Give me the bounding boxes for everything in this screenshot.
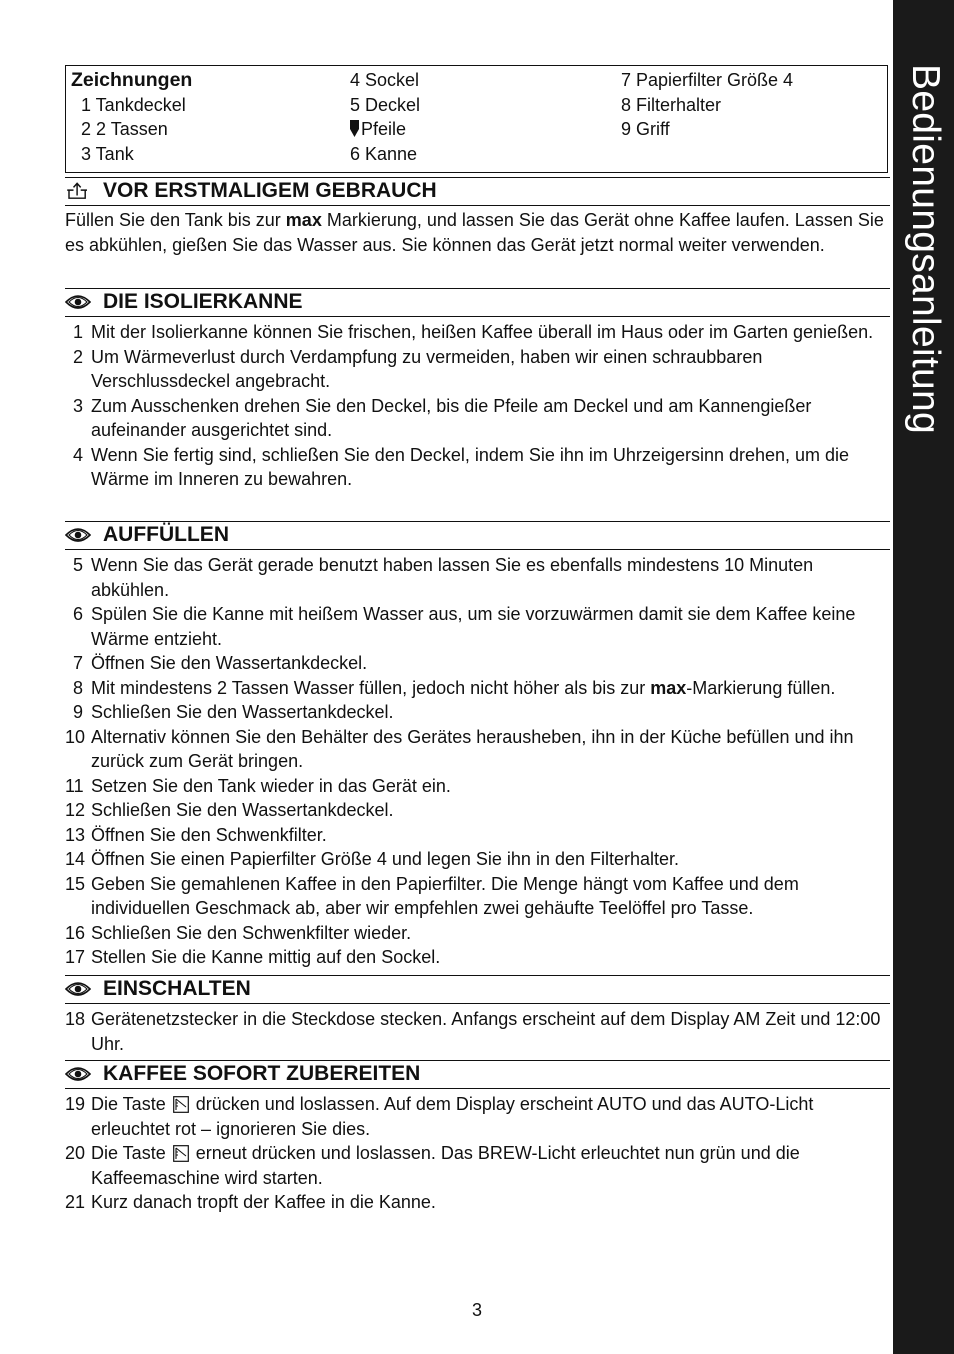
item-text: Wenn Sie das Gerät gerade benutzt haben lassen Sie es ebenfalls mindestens 10 Minuten abkühlen. [91, 555, 814, 600]
auto-button-icon [173, 1145, 189, 1162]
item-text: Zum Ausschenken drehen Sie den Deckel, bis die Pfeile am Deckel und am Kannengießer aufeinander ausgerichtet sind. [91, 395, 812, 440]
item-number: 11 [65, 775, 84, 796]
list-item [65, 553, 891, 602]
list-item [65, 945, 891, 970]
list-item [65, 1092, 891, 1141]
item-number: 3 [72, 395, 83, 416]
item-text [91, 1141, 891, 1190]
legend-item: 9 Griff [621, 119, 670, 139]
section-title: KAFFEE SOFORT ZUBEREITEN [103, 1062, 421, 1085]
list-item [65, 847, 891, 872]
section-title: DIE ISOLIERKANNE [103, 290, 303, 313]
arrow-icon [350, 120, 359, 137]
item-number: 21 [65, 1192, 86, 1212]
item-text: Schließen Sie den Wassertankdeckel. [91, 800, 394, 820]
page-number: 3 [471, 1300, 482, 1320]
item-text: Öffnen Sie einen Papierfilter Größe 4 und legen Sie ihn in den Filterhalter. [91, 849, 680, 869]
item-text: Schließen Sie den Schwenkfilter wieder. [91, 922, 412, 943]
item-number: 15 [65, 873, 86, 894]
item-number: 4 [72, 444, 83, 465]
eye-icon [65, 1065, 91, 1083]
item-text: Mit der Isolierkanne können Sie frischen, heißen Kaffee überall im Haus oder im Garten genießen. [91, 322, 874, 342]
list-item [65, 320, 891, 345]
item-text: Um Wärmeverlust durch Verdampfung zu vermeiden, haben wir einen schraubbaren Verschlussdeckel angebracht. [91, 346, 763, 391]
list-item [65, 345, 891, 394]
list-item [65, 725, 891, 774]
text: Markierung, und lassen Sie das Gerät ohne Kaffee laufen. Lassen Sie es abkühlen, gießen Sie das Wasser aus. Sie können das Gerät jetzt normal weiter verwenden. [65, 210, 884, 255]
item-number: 6 [72, 604, 83, 624]
legend-item: 2 2 Tassen [81, 119, 168, 139]
item-number: 17 [65, 947, 86, 967]
item-text: Kurz danach tropft der Kaffee in die Kanne. [91, 1192, 436, 1212]
item-text [91, 1092, 891, 1141]
item-text: Alternativ können Sie den Behälter des Gerätes herausheben, ihn in der Küche befüllen und ihn zurück zum Gerät bringen. [91, 726, 854, 771]
legend-heading: Zeichnungen [71, 69, 193, 91]
section-header-brew-now [65, 1060, 890, 1089]
text: drücken und loslassen. Auf dem Display erscheint AUTO und das AUTO-Licht erleuchtet rot – ignorieren Sie dies. [91, 1094, 814, 1139]
item-number: 9 [72, 702, 83, 722]
legend-column-1 [71, 68, 192, 166]
list-item [65, 872, 891, 921]
item-text [91, 676, 891, 701]
item-number: 20 [65, 1143, 86, 1163]
legend-column-2 [350, 68, 420, 166]
bold-text: max [650, 677, 687, 698]
item-number: 18 [65, 1009, 86, 1029]
list-item [65, 651, 891, 676]
legend-item: 5 Deckel [350, 94, 421, 115]
first-use-paragraph [65, 208, 891, 257]
sidebar-title: Bedienungsanleitung [904, 64, 947, 435]
item-number: 8 [72, 677, 83, 698]
item-text: Setzen Sie den Tank wieder in das Gerät ein. [91, 775, 451, 796]
text: Füllen Sie den Tank bis zur [65, 210, 286, 230]
list-item [65, 443, 891, 492]
list-item [65, 700, 891, 725]
item-number: 5 [72, 555, 83, 575]
text: -Markierung füllen. [686, 677, 836, 698]
item-text: Öffnen Sie den Wassertankdeckel. [91, 653, 368, 673]
switch-on-list [65, 1007, 891, 1056]
section-title: VOR ERSTMALIGEM GEBRAUCH [103, 179, 437, 202]
unpack-box-icon [65, 182, 91, 200]
item-text: Öffnen Sie den Schwenkfilter. [91, 824, 327, 845]
item-number: 16 [65, 922, 86, 943]
item-number: 14 [65, 849, 86, 869]
item-number: 1 [72, 322, 83, 342]
brew-now-list [65, 1092, 891, 1215]
auto-button-icon [173, 1096, 189, 1113]
section-header-carafe [65, 288, 890, 317]
drawings-legend [65, 65, 888, 173]
section-header-first-use [65, 177, 890, 206]
sidebar-tab [893, 0, 954, 1354]
section-header-filling [65, 521, 890, 550]
item-text: Wenn Sie fertig sind, schließen Sie den Deckel, indem Sie ihn im Uhrzeigersinn drehen, um die Wärme im Inneren zu bewahren. [91, 444, 850, 489]
section-title: EINSCHALTEN [103, 977, 251, 1000]
legend-item: 1 Tankdeckel [81, 94, 186, 115]
eye-icon [65, 293, 91, 311]
legend-item: 3 Tank [81, 143, 134, 164]
legend-item: 4 Sockel [350, 70, 420, 90]
section-title: AUFFÜLLEN [103, 523, 229, 546]
item-number: 2 [72, 346, 83, 367]
item-number: 10 [65, 726, 86, 747]
legend-item: 8 Filterhalter [621, 94, 722, 115]
legend-item-label: Pfeile [361, 119, 407, 139]
text: erneut drücken und loslassen. Das BREW-Licht erleuchtet nun grün und die Kaffeemaschine wird starten. [91, 1143, 800, 1188]
carafe-list [65, 320, 891, 492]
list-item [65, 1190, 891, 1215]
item-text: Geben Sie gemahlenen Kaffee in den Papierfilter. Die Menge hängt vom Kaffee und dem individuellen Geschmack ab, aber wir empfehlen zwei gehäufte Teelöffel pro Tasse. [91, 873, 799, 918]
eye-icon [65, 526, 91, 544]
legend-item: 7 Papierfilter Größe 4 [621, 70, 794, 90]
item-text: Spülen Sie die Kanne mit heißem Wasser aus, um sie vorzuwärmen damit sie dem Kaffee keine Wärme entzieht. [91, 604, 856, 649]
item-number: 7 [72, 653, 83, 673]
bold-text: max [285, 210, 322, 230]
eye-icon [65, 980, 91, 998]
item-number: 19 [65, 1094, 86, 1114]
text: Die Taste [91, 1094, 171, 1114]
list-item [65, 774, 891, 799]
legend-column-3 [621, 68, 793, 142]
item-text: Stellen Sie die Kanne mittig auf den Sockel. [91, 947, 441, 967]
text: Mit mindestens 2 Tassen Wasser füllen, jedoch nicht höher als bis zur [91, 677, 651, 698]
list-item [65, 1007, 891, 1056]
list-item [65, 602, 891, 651]
legend-item-arrows [350, 117, 420, 142]
list-item [65, 1141, 891, 1190]
item-text: Gerätenetzstecker in die Steckdose stecken. Anfangs erscheint auf dem Display AM Zeit und 12:00 Uhr. [91, 1009, 881, 1054]
list-item [65, 798, 891, 823]
list-item [65, 921, 891, 946]
legend-item: 6 Kanne [350, 143, 418, 164]
item-number: 13 [65, 824, 86, 845]
filling-list [65, 553, 891, 970]
list-item [65, 823, 891, 848]
list-item [65, 676, 891, 701]
text: Die Taste [91, 1143, 171, 1163]
list-item [65, 394, 891, 443]
item-text: Schließen Sie den Wassertankdeckel. [91, 702, 394, 722]
item-number: 12 [65, 800, 86, 820]
section-header-switch-on [65, 975, 890, 1004]
